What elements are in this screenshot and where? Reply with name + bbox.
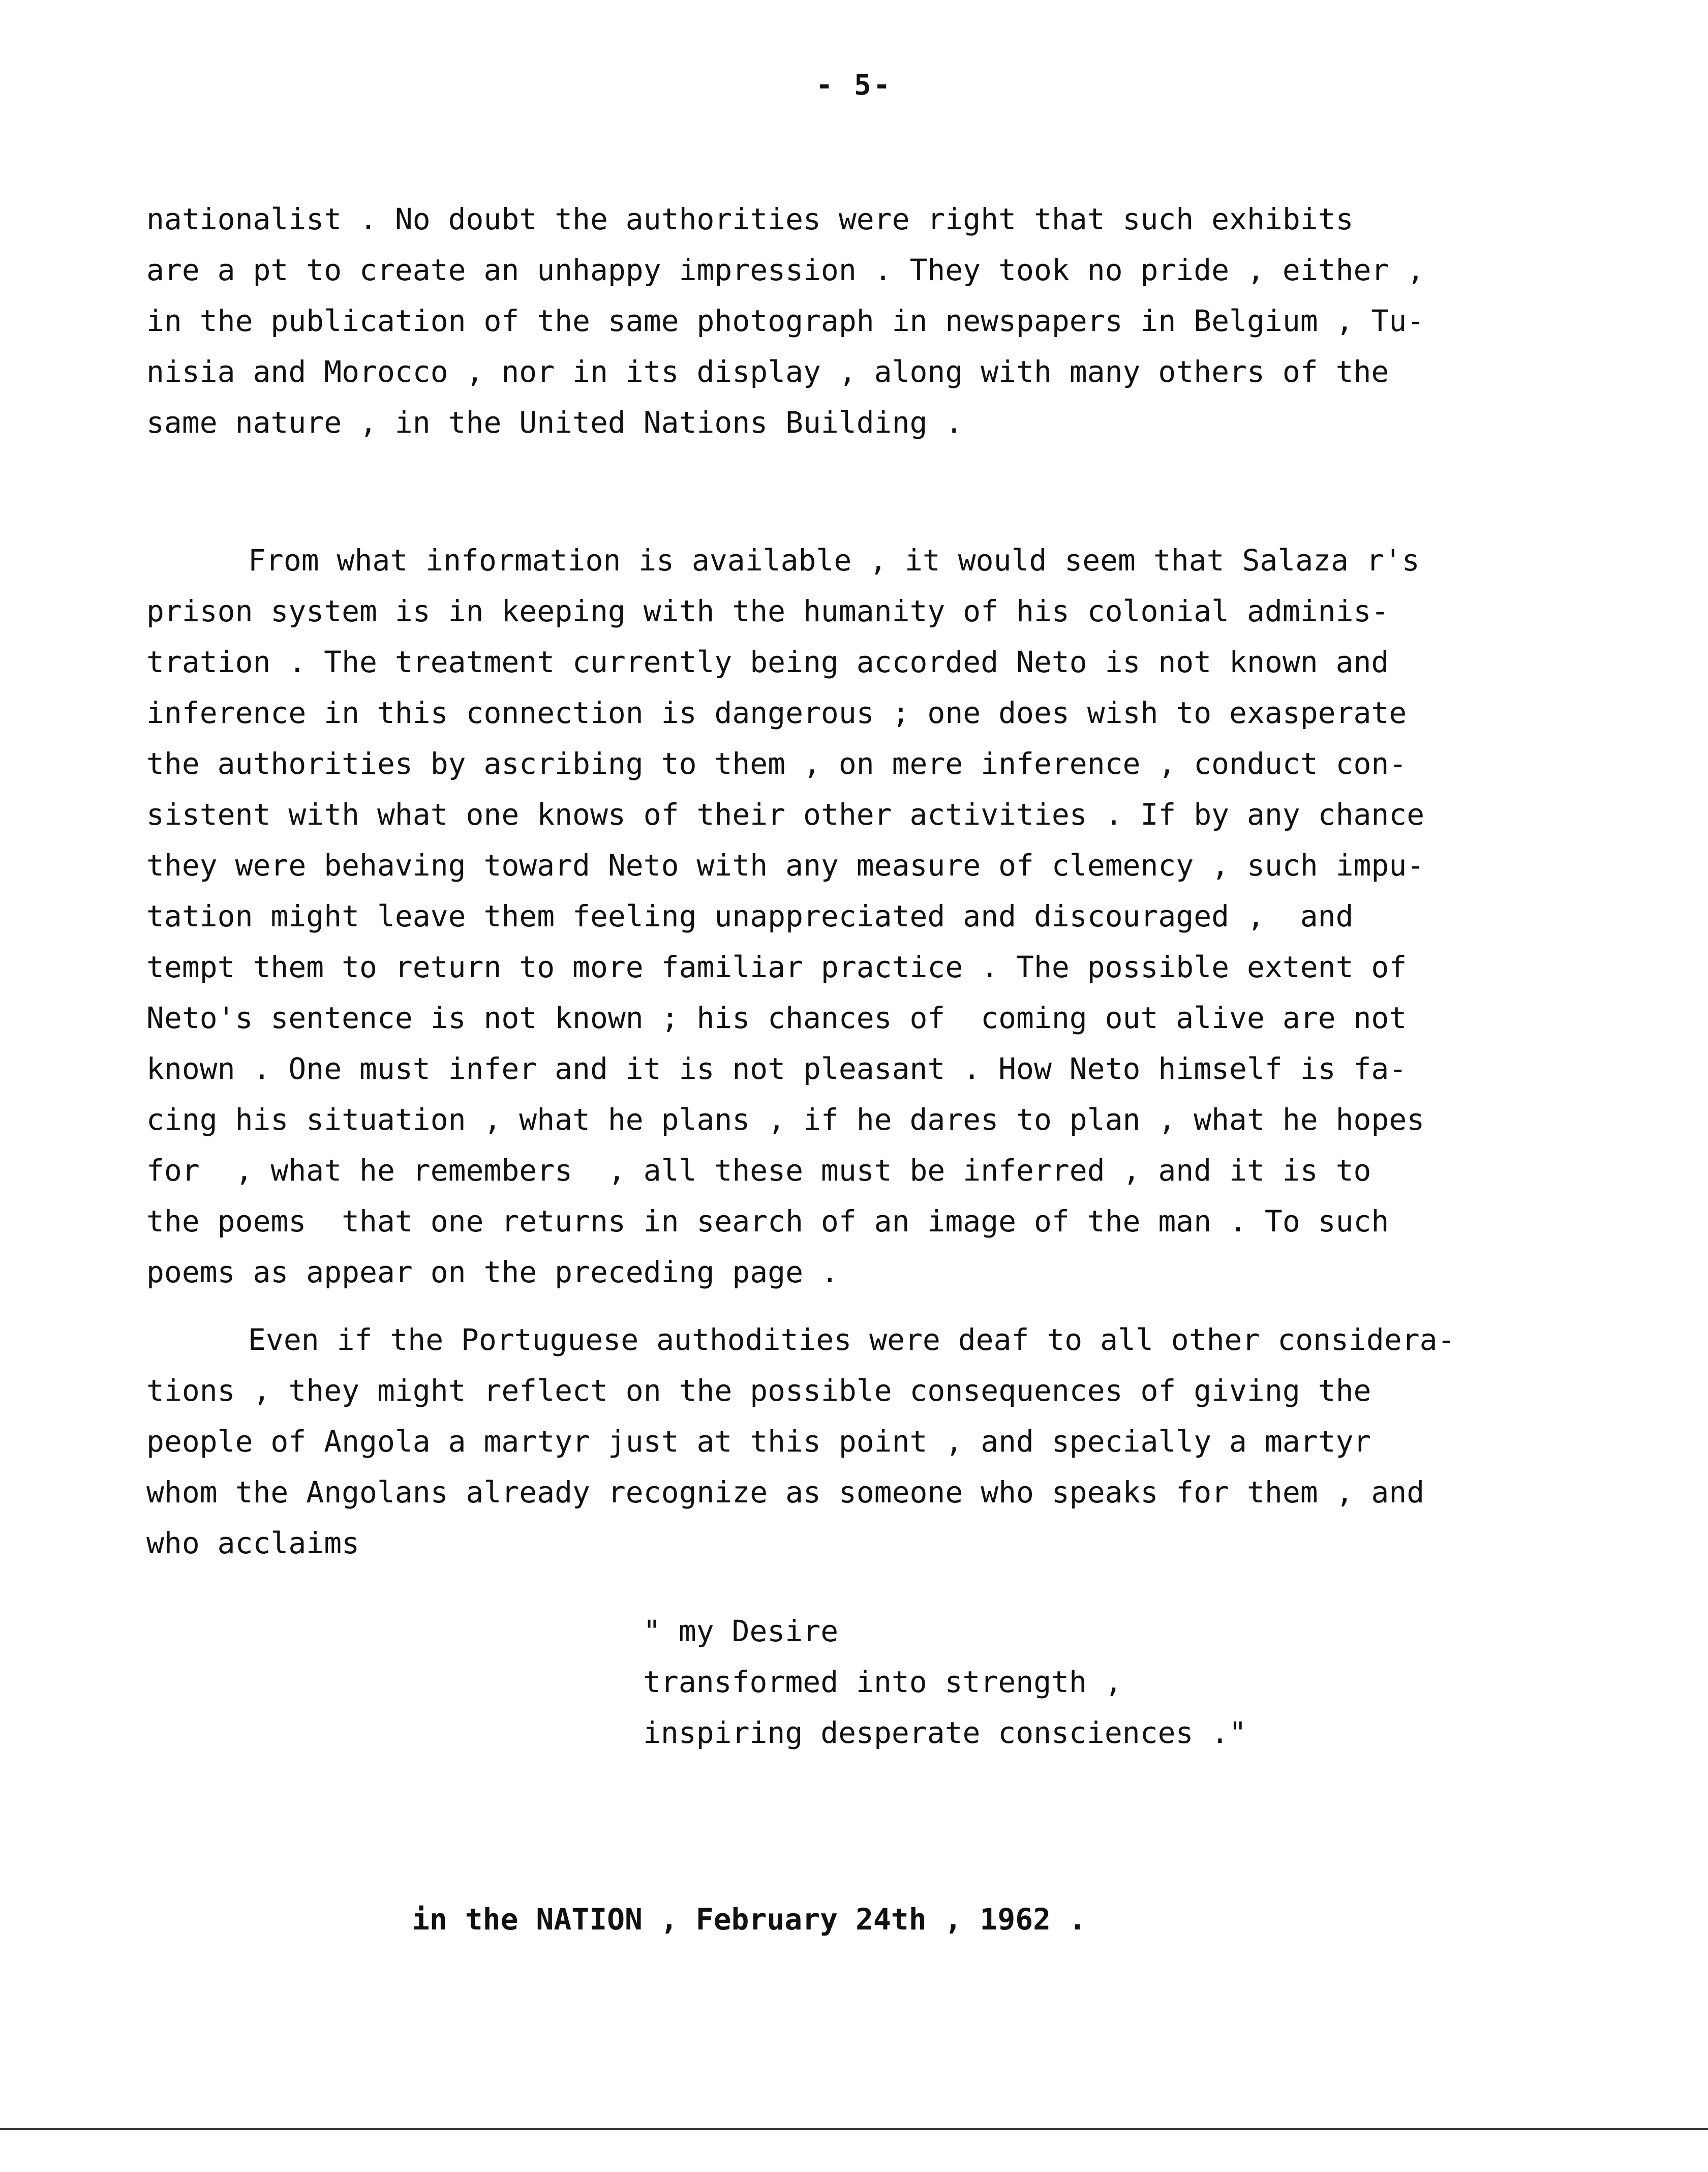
text-line: whom the Angolans already recognize as someone who speaks for them , and: [146, 1475, 1425, 1510]
text-line: they were behaving toward Neto with any measure of clemency , such impu-: [146, 848, 1425, 883]
text-line: tempt them to return to more familiar practice . The possible extent of: [146, 950, 1407, 984]
quote-line: transformed into strength ,: [643, 1665, 1122, 1699]
text-line: are a pt to create an unhappy impression . They took no pride , either ,: [146, 253, 1425, 287]
page-edge-line: [0, 2128, 1708, 2130]
poem-quote: [643, 1606, 1507, 1758]
text-line: tions , they might reflect on the possible consequences of giving the: [146, 1373, 1371, 1408]
text-line: for , what he remembers , all these must be inferred , and it is to: [146, 1153, 1371, 1188]
text-line: tration . The treatment currently being accorded Neto is not known and: [146, 645, 1389, 679]
text-line: nisia and Morocco , nor in its display , along with many others of the: [146, 354, 1389, 389]
text-line: the poems that one returns in search of an image of the man . To such: [146, 1204, 1389, 1239]
paragraph-2: [146, 535, 1641, 1298]
text-line: the authorities by ascribing to them , on mere inference , conduct con-: [146, 746, 1407, 781]
text-line: sistent with what one knows of their other activities . If by any chance: [146, 797, 1425, 832]
text-line: cing his situation , what he plans , if he dares to plan , what he hopes: [146, 1102, 1425, 1137]
text-line: known . One must infer and it is not pleasant . How Neto himself is fa-: [146, 1051, 1407, 1086]
text-line: poems as appear on the preceding page .: [146, 1255, 839, 1289]
text-line: From what information is available , it would seem that Salaza r's: [248, 543, 1420, 578]
text-line: tation might leave them feeling unappreciated and discouraged , and: [146, 899, 1354, 933]
paragraph-1: [146, 194, 1641, 448]
text-line: people of Angola a martyr just at this point , and specially a martyr: [146, 1424, 1371, 1459]
text-line: in the publication of the same photograph in newspapers in Belgium , Tu-: [146, 304, 1425, 338]
text-line: Neto's sentence is not known ; his chances of coming out alive are not: [146, 1001, 1407, 1035]
quote-line: inspiring desperate consciences .": [643, 1715, 1247, 1750]
text-line: who acclaims: [146, 1526, 360, 1560]
text-line: inference in this connection is dangerous ; one does wish to exasperate: [146, 696, 1407, 730]
quote-line: " my Desire: [643, 1614, 839, 1648]
page-number: - 5-: [815, 69, 893, 102]
paragraph-3: [146, 1314, 1641, 1568]
text-line: Even if the Portuguese authodities were deaf to all other considera-: [248, 1322, 1455, 1357]
text-line: prison system is in keeping with the humanity of his colonial adminis-: [146, 594, 1389, 628]
citation: in the NATION , February 24th , 1962 .: [412, 1902, 1086, 1937]
text-line: same nature , in the United Nations Building .: [146, 405, 963, 440]
text-line: nationalist . No doubt the authorities were right that such exhibits: [146, 202, 1354, 236]
